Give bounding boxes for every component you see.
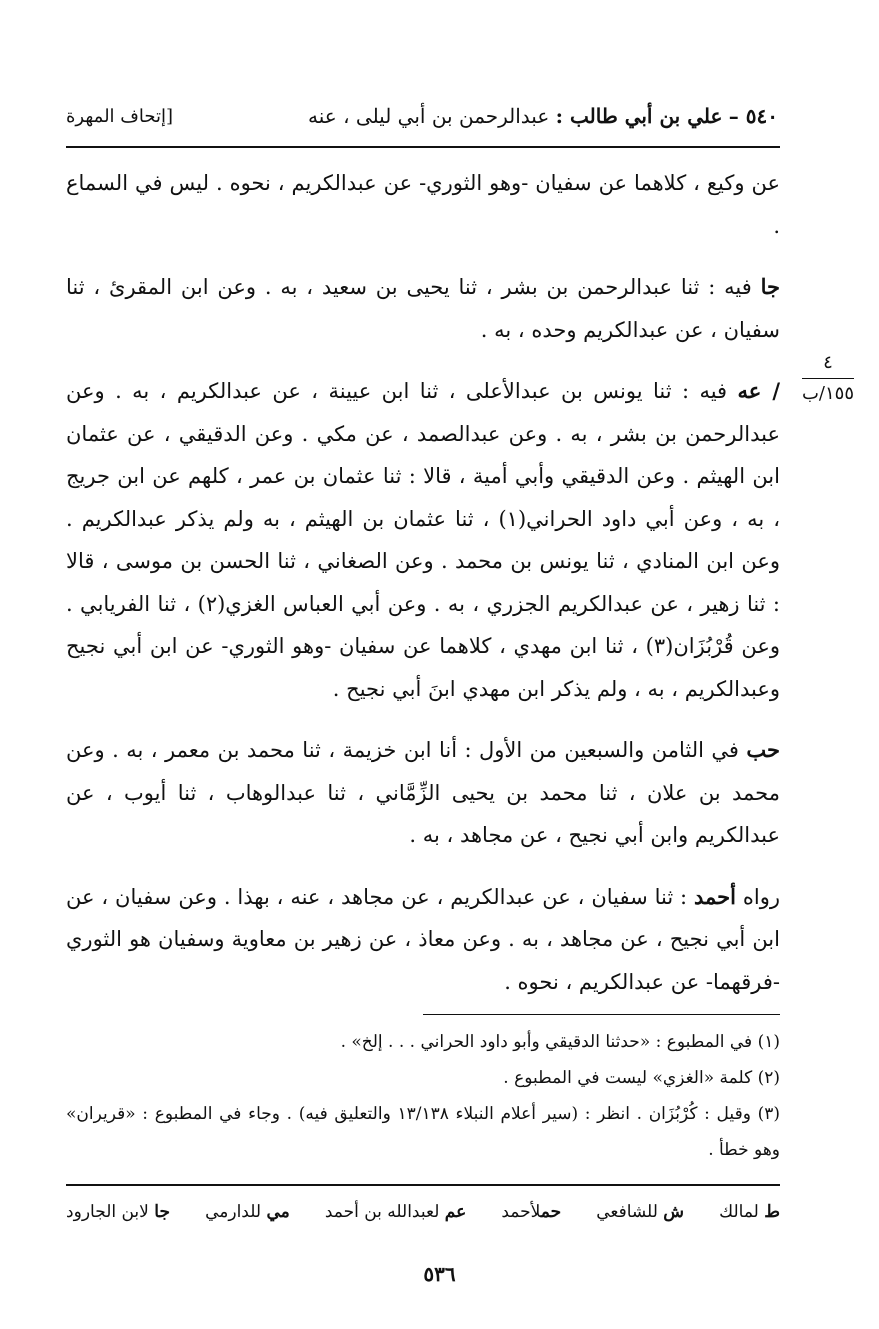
abbrev-name: لابن الجارود: [66, 1202, 155, 1222]
margin-note-rule: [802, 378, 854, 379]
header-rule: [66, 146, 780, 148]
paragraph-5-text: : ثنا سفيان ، عن عبدالكريم ، عن مجاهد ، عنه ، بهذا . وعن سفيان ، عن ابن أبي نجيح ، عن مجاهد ، به . وعن معاذ ، عن زهير بن معاوية وسفيان هو الثوري -فرقهما- عن عبدالكريم ، نحوه .: [66, 884, 780, 994]
paragraph-2: [66, 266, 780, 351]
abbrev-name: لمالك: [719, 1202, 765, 1222]
abbreviations-rule: [66, 1184, 780, 1186]
running-header: [66, 96, 778, 136]
source-abbr-ahmad: أحمد: [694, 883, 736, 909]
abbrev-code: عم: [444, 1202, 467, 1222]
abbrev-name: لأحمد: [501, 1202, 541, 1222]
entry-heading: [308, 104, 778, 128]
margin-note-top: ٤: [823, 352, 833, 373]
abbrev-item: [205, 1198, 290, 1226]
abbrev-code: مي: [266, 1202, 290, 1222]
entry-number: ٥٤٠ –: [728, 104, 778, 128]
entry-title: علي بن أبي طالب :: [555, 104, 723, 128]
footnote-2: (٢) كلمة «الغزي» ليست في المطبوع .: [503, 1068, 780, 1088]
book-title: [إتحاف المهرة: [66, 105, 174, 127]
abbrev-item: [66, 1198, 170, 1226]
abbrev-item: [501, 1198, 561, 1226]
paragraph-5: [66, 876, 780, 1004]
abbreviations-key: [66, 1198, 780, 1226]
abbrev-name: للدارمي: [205, 1202, 267, 1222]
paragraph-4: [66, 729, 780, 857]
abbrev-code: ش: [663, 1202, 685, 1222]
source-abbr-ah: / عه: [737, 378, 780, 403]
footnote-1: (١) في المطبوع : «حدثنا الدقيقي وأبو داود الحراني . . . إلخ» .: [340, 1032, 780, 1052]
paragraph-5-prefix: رواه: [735, 884, 780, 909]
paragraph-2-text: فيه : ثنا عبدالرحمن بن بشر ، ثنا يحيى بن سعيد ، به . وعن ابن المقرئ ، ثنا سفيان ، عن عبدالكريم وحده ، به .: [66, 275, 780, 342]
margin-folio-note: [796, 350, 860, 407]
footnotes: [66, 1024, 780, 1168]
paragraph-3-text: فيه : ثنا يونس بن عبدالأعلى ، ثنا ابن عيينة ، عن عبدالكريم ، به . وعن عبدالرحمن بن بشر ، به . وعن عبدالصمد ، عن مكي . وعن الدقيقي ، عن عثمان ابن الهيثم . وعن الدقيقي وأبي أمية ، قالا : ثنا عثمان بن عمر ، كلهم عن ابن جريج ، به ، وعن أبي داود الحراني(١) ، ثنا عثمان بن الهيثم ، به ولم يذكر عبدالكريم . وعن ابن المنادي ، ثنا يونس بن محمد . وعن الصغاني ، ثنا الحسن بن موسى ، قالا : ثنا زهير ، عن عبدالكريم الجزري ، به . وعن أبي العباس الغزي(٢) ، ثنا الفريابي . وعن قُرْبُزَان(٣) ، ثنا ابن مهدي ، كلاهما عن سفيان -وهو الثوري- عن ابن أبي نجيح وعبدالكريم ، به ، ولم يذكر ابن مهدي ابنَ أبي نجيح .: [66, 379, 781, 701]
main-text: [66, 162, 780, 1022]
abbrev-name: للشافعي: [596, 1202, 664, 1222]
entry-subtitle: عبدالرحمن بن أبي ليلى ، عنه: [308, 104, 550, 128]
abbrev-code: حم: [540, 1202, 562, 1222]
abbrev-item: [719, 1198, 780, 1226]
paragraph-3: [66, 370, 780, 710]
page-number: ٥٣٦: [423, 1262, 456, 1286]
abbrev-item: [596, 1198, 684, 1226]
abbrev-name: لعبدالله بن أحمد: [324, 1202, 445, 1222]
footnote-3: (٣) وقيل : كُرْبُزَان . انظر : (سير أعلام النبلاء ١٣/١٣٨ والتعليق فيه) . وجاء في المطبوع : «قريران» وهو خطأ .: [66, 1104, 780, 1160]
source-abbr-ja: جا: [760, 274, 780, 299]
abbrev-code: ط: [764, 1202, 780, 1222]
abbrev-code: جا: [154, 1202, 170, 1222]
paragraph-4-text: في الثامن والسبعين من الأول : أنا ابن خزيمة ، ثنا محمد بن معمر ، به . وعن محمد بن علان ، ثنا محمد بن يحيى الزِّمَّاني ، ثنا عبدالوهاب ، ثنا أيوب ، عن عبدالكريم وابن أبي نجيح ، عن مجاهد ، به .: [66, 738, 780, 847]
paragraph-1-text: عن وكيع ، كلاهما عن سفيان -وهو الثوري- عن عبدالكريم ، نحوه . ليس في السماع .: [66, 171, 780, 238]
margin-note-bottom: ١٥٥/ب: [801, 383, 855, 404]
source-abbr-hb: حب: [746, 737, 780, 762]
footnote-rule: [423, 1014, 780, 1015]
abbrev-item: [325, 1198, 466, 1226]
paragraph-1: [66, 162, 780, 247]
